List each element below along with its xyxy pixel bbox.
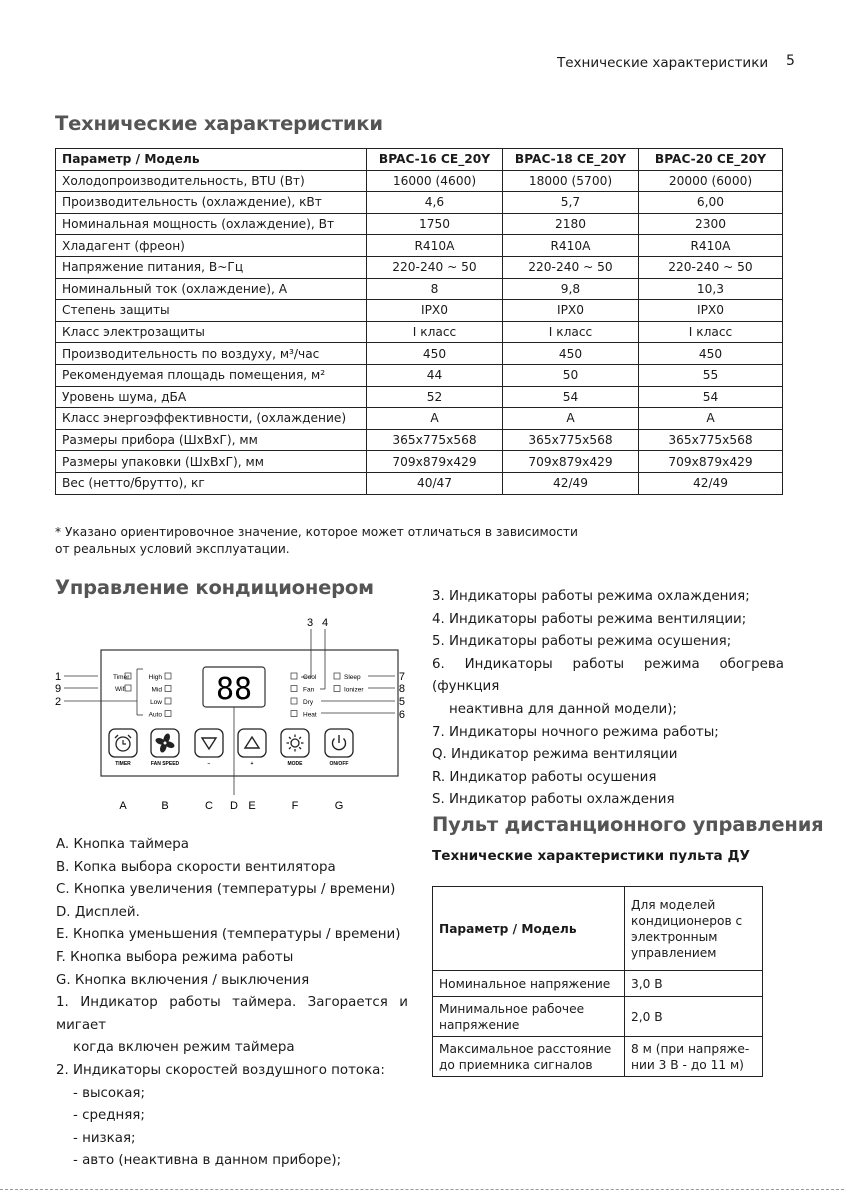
button-caption: FAN SPEED xyxy=(150,761,180,767)
remote-cell: 2,0 В xyxy=(625,997,763,1037)
table-cell: IPX0 xyxy=(503,300,639,322)
legend-item: 5. Индикаторы работы режима осушения; xyxy=(432,634,732,650)
panel-button xyxy=(238,729,266,757)
table-cell: Номинальный ток (охлаждение), А xyxy=(56,278,367,300)
mode-indicator-label: Fan xyxy=(303,686,315,694)
table-cell: 2300 xyxy=(639,213,783,235)
table-cell: 220-240 ~ 50 xyxy=(503,256,639,278)
table-row xyxy=(56,170,783,192)
table-cell: R410A xyxy=(367,235,503,257)
table-cell: IPX0 xyxy=(639,300,783,322)
specs-footnote xyxy=(55,524,578,558)
table-cell: 42/49 xyxy=(503,472,639,494)
table-cell: 52 xyxy=(367,386,503,408)
button-caption: − xyxy=(207,761,211,767)
table-cell: 709x879x429 xyxy=(503,451,639,473)
table-cell: 2180 xyxy=(503,213,639,235)
legend-item: R. Индикатор работы осушения xyxy=(432,769,657,785)
remote-cell: Минимальное рабочее напряжение xyxy=(433,997,625,1037)
extra-indicator-label: Sleep xyxy=(344,674,361,681)
table-cell: A xyxy=(503,408,639,430)
table-cell: 54 xyxy=(639,386,783,408)
legend-item: - высокая; xyxy=(73,1085,145,1101)
legend-item: неактивна для данной модели); xyxy=(449,701,677,717)
table-cell: Напряжение питания, В~Гц xyxy=(56,256,367,278)
callout-letter: G xyxy=(334,800,344,812)
callout-letter: C xyxy=(205,800,213,812)
table-cell: A xyxy=(639,408,783,430)
table-cell: Размеры прибора (ШхВхГ), мм xyxy=(56,429,367,451)
footnote-line: * Указано ориентировочное значение, которое может отличаться в зависимости xyxy=(55,525,578,539)
remote-cell: 3,0 В xyxy=(625,971,763,997)
table-cell: R410A xyxy=(639,235,783,257)
table-row xyxy=(56,192,783,214)
wifi-indicator-label: Wifi xyxy=(115,686,126,693)
legend-item: S. Индикатор работы охлаждения xyxy=(432,792,675,808)
table-row xyxy=(56,343,783,365)
table-cell: Уровень шума, дБА xyxy=(56,386,367,408)
table-row xyxy=(56,429,783,451)
table-cell: Класс электрозащиты xyxy=(56,321,367,343)
table-cell: Производительность по воздуху, м³/час xyxy=(56,343,367,365)
callout-9: 9 xyxy=(55,683,62,695)
extra-indicator-label: Ionizer xyxy=(344,686,364,694)
table-cell: 55 xyxy=(639,364,783,386)
table-cell: 220-240 ~ 50 xyxy=(639,256,783,278)
table-row xyxy=(56,364,783,386)
table-cell: Рекомендуемая площадь помещения, м² xyxy=(56,364,367,386)
legend-item: 3. Индикаторы работы режима охлаждения; xyxy=(432,589,750,604)
footnote-line: от реальных условий эксплуатации. xyxy=(55,542,290,556)
speed-indicator-label: Mid xyxy=(151,686,162,694)
table-cell: 40/47 xyxy=(367,472,503,494)
table-cell: 709x879x429 xyxy=(367,451,503,473)
callout-letter: F xyxy=(291,800,299,812)
legend-item: Q. Индикатор режима вентиляции xyxy=(432,747,678,763)
table-cell: A xyxy=(367,408,503,430)
callout-1: 1 xyxy=(55,671,62,683)
callout-letter: D xyxy=(230,800,238,812)
legend-item: 2. Индикаторы скоростей воздушного потока: xyxy=(56,1062,385,1078)
table-cell: I класс xyxy=(503,321,639,343)
button-caption: TIMER xyxy=(115,761,131,767)
table-cell: Вес (нетто/брутто), кг xyxy=(56,472,367,494)
table-row xyxy=(56,256,783,278)
running-title: Технические характеристики xyxy=(557,55,769,71)
table-row xyxy=(56,408,783,430)
panel-button xyxy=(281,729,309,757)
control-panel-diagram xyxy=(55,610,405,819)
table-cell: 10,3 xyxy=(639,278,783,300)
table-row xyxy=(56,235,783,257)
callout-5: 5 xyxy=(398,696,405,708)
column-header: BPAC-20 CE_20Y xyxy=(639,149,783,171)
table-cell: 16000 (4600) xyxy=(367,170,503,192)
legend-item: когда включен режим таймера xyxy=(73,1040,295,1056)
legend-item: D. Дисплей. xyxy=(56,904,140,920)
table-cell: 365x775x568 xyxy=(639,429,783,451)
table-cell: 450 xyxy=(639,343,783,365)
table-cell: Размеры упаковки (ШхВхГ), мм xyxy=(56,451,367,473)
legend-item: 1. Индикатор работы таймера. Загорается и мигает xyxy=(56,995,408,1033)
table-cell: 18000 (5700) xyxy=(503,170,639,192)
column-header: BPAC-18 CE_20Y xyxy=(503,149,639,171)
callout-letter: A xyxy=(119,800,127,812)
legend-item: - авто (неактивна в данном приборе); xyxy=(73,1153,342,1169)
table-cell: R410A xyxy=(503,235,639,257)
table-header-row xyxy=(56,149,783,171)
table-cell: 50 xyxy=(503,364,639,386)
table-cell: Производительность (охлаждение), кВт xyxy=(56,192,367,214)
page-number: 5 xyxy=(786,53,795,69)
table-cell: 220-240 ~ 50 xyxy=(367,256,503,278)
panel-button xyxy=(195,729,223,757)
specs-title: Технические характеристики xyxy=(55,112,383,135)
legend-item: - низкая; xyxy=(73,1130,136,1146)
table-cell: 42/49 xyxy=(639,472,783,494)
table-cell: Класс энергоэффективности, (охлаждение) xyxy=(56,408,367,430)
control-title: Управление кондиционером xyxy=(55,576,374,599)
table-row xyxy=(56,213,783,235)
table-row xyxy=(56,472,783,494)
table-row xyxy=(56,278,783,300)
legend-item: 4. Индикаторы работы режима вентиляции; xyxy=(432,611,747,627)
speed-indicator-label: High xyxy=(148,674,162,681)
legend-item: - средняя; xyxy=(73,1108,145,1124)
table-cell: 450 xyxy=(367,343,503,365)
remote-cell: 8 м (при напряже-нии 3 В - до 11 м) xyxy=(625,1037,763,1077)
callout-7: 7 xyxy=(398,671,405,683)
legend-item: A. Кнопка таймера xyxy=(56,837,189,852)
legend-item: C. Кнопка увеличения (температуры / времени) xyxy=(56,882,396,898)
legend-item: F. Кнопка выбора режима работы xyxy=(56,949,294,965)
panel-legend-left xyxy=(56,834,408,1173)
table-cell: 20000 (6000) xyxy=(639,170,783,192)
remote-subtitle: Технические характеристики пульта ДУ xyxy=(432,848,751,864)
bottom-cut-line xyxy=(0,1189,844,1190)
table-cell: 9,8 xyxy=(503,278,639,300)
table-cell: Холодопроизводительность, BTU (Вт) xyxy=(56,170,367,192)
table-cell: 4,6 xyxy=(367,192,503,214)
timer-indicator-label: Timer xyxy=(113,674,130,681)
panel-legend-right xyxy=(432,586,784,812)
table-cell: 6,00 xyxy=(639,192,783,214)
legend-item: G. Кнопка включения / выключения xyxy=(56,972,310,988)
remote-specs-table xyxy=(432,886,763,1077)
legend-item: 6. Индикаторы работы режима обогрева (функция xyxy=(432,656,784,695)
remote-cell: Максимальное расстояние до приемника сигналов xyxy=(433,1037,625,1077)
remote-cell: Номинальное напряжение xyxy=(433,971,625,997)
table-cell: Номинальная мощность (охлаждение), Вт xyxy=(56,213,367,235)
table-cell: 1750 xyxy=(367,213,503,235)
speed-indicator-label: Auto xyxy=(148,711,162,719)
table-row xyxy=(56,451,783,473)
column-header: BPAC-16 CE_20Y xyxy=(367,149,503,171)
table-cell: Степень защиты xyxy=(56,300,367,322)
legend-item: B. Копка выбора скорости вентилятора xyxy=(56,859,336,875)
callout-3: 3 xyxy=(307,617,314,629)
table-cell: 5,7 xyxy=(503,192,639,214)
table-row xyxy=(56,321,783,343)
callout-8: 8 xyxy=(398,683,405,695)
button-caption: MODE xyxy=(287,761,303,767)
button-caption: + xyxy=(250,761,254,767)
table-cell: I класс xyxy=(639,321,783,343)
legend-item: 7. Индикаторы ночного режима работы; xyxy=(432,724,719,740)
callout-letter: B xyxy=(161,800,169,812)
remote-title: Пульт дистанционного управления xyxy=(432,813,824,836)
mode-indicator-label: Dry xyxy=(303,699,314,706)
table-cell: 365x775x568 xyxy=(503,429,639,451)
mode-indicator-label: Cool xyxy=(303,674,317,681)
table-cell: 54 xyxy=(503,386,639,408)
table-row xyxy=(56,386,783,408)
column-header: Параметр / Модель xyxy=(56,149,367,171)
table-cell: IPX0 xyxy=(367,300,503,322)
button-caption: ON/OFF xyxy=(329,761,349,767)
remote-head-model: Для моделей кондиционеров с электронным управлением xyxy=(625,887,763,971)
callout-6: 6 xyxy=(398,709,405,721)
table-cell: 450 xyxy=(503,343,639,365)
speed-indicator-label: Low xyxy=(150,699,162,706)
callout-2: 2 xyxy=(55,696,62,708)
legend-item: E. Кнопка уменьшения (температуры / времени) xyxy=(56,927,401,943)
specs-table xyxy=(55,148,783,495)
mode-indicator-label: Heat xyxy=(303,711,317,719)
table-cell: Хладагент (фреон) xyxy=(56,235,367,257)
callout-letter: E xyxy=(248,800,256,812)
table-cell: I класс xyxy=(367,321,503,343)
table-row xyxy=(56,300,783,322)
display-digits: 88 xyxy=(215,672,253,707)
remote-head-param: Параметр / Модель xyxy=(433,887,625,971)
table-cell: 709x879x429 xyxy=(639,451,783,473)
callout-4: 4 xyxy=(322,617,329,629)
table-cell: 365x775x568 xyxy=(367,429,503,451)
table-cell: 8 xyxy=(367,278,503,300)
table-cell: 44 xyxy=(367,364,503,386)
